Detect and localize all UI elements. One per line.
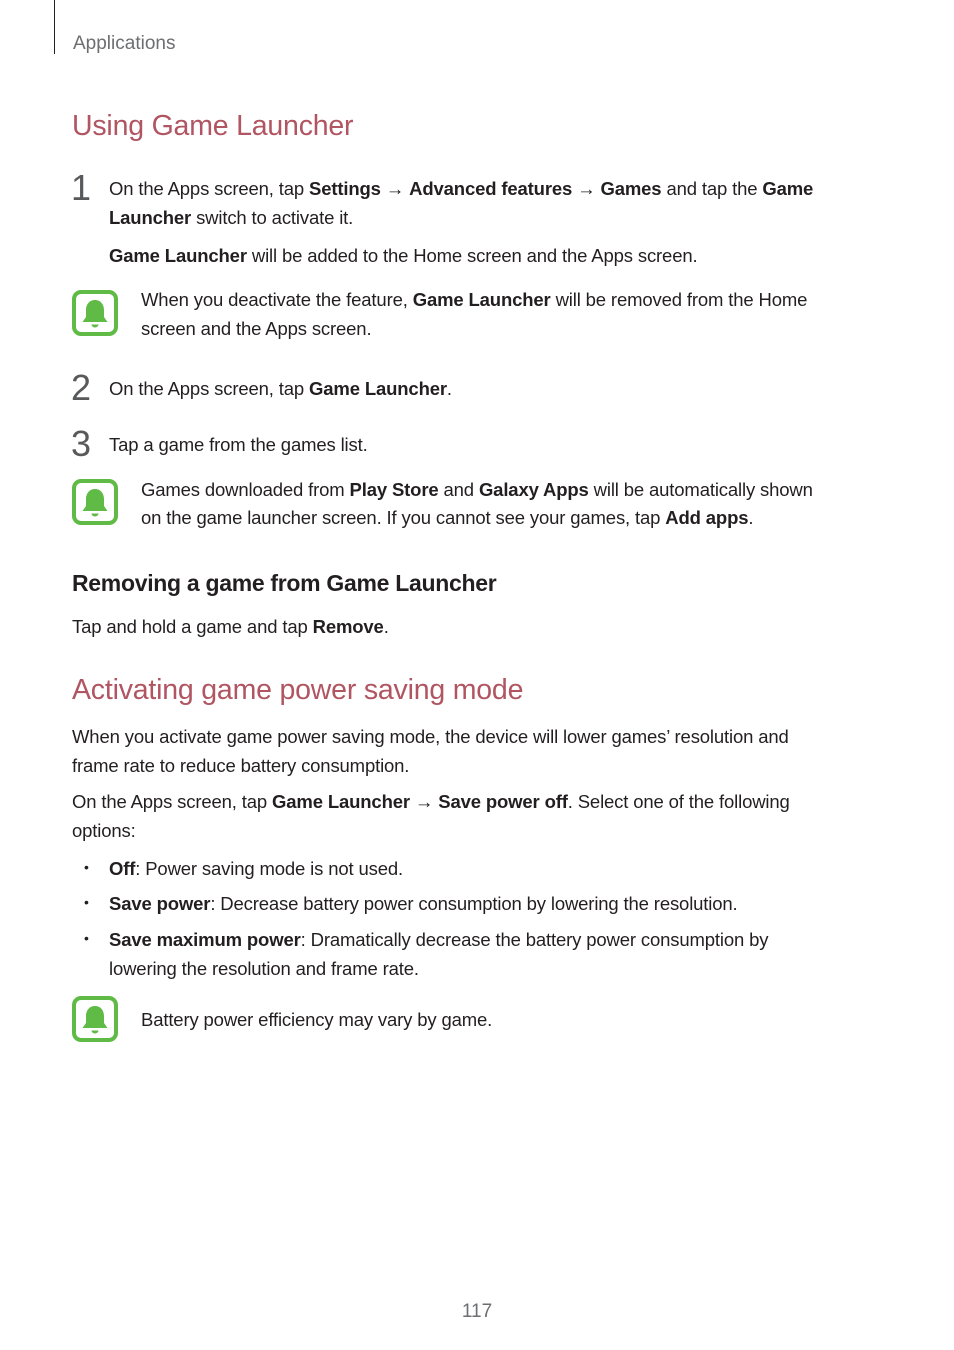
text-run: Battery power efficiency may vary by game. [141,1009,493,1030]
text-run: On the Apps screen, tap [109,378,310,399]
text-run: : Power saving mode is not used. [135,858,403,879]
bold-term: Game Launcher [309,378,447,399]
step1-line3 [109,241,697,270]
text-run: will be automatically shown [588,479,813,500]
text-run: . Select one of the following [567,791,790,812]
bell-note-icon [72,290,118,336]
bell-note-icon [72,996,118,1042]
text-run: . [748,507,754,528]
bullet-marker: • [84,930,89,946]
text-run: and [438,479,479,500]
text-run: : Decrease battery power consumption by lowering the resolution. [210,893,738,914]
bold-term: Save maximum power [109,929,301,950]
text-run: lowering the resolution and frame rate. [109,958,419,979]
text-run: Tap and hold a game and tap [72,616,313,637]
bullet-marker: • [84,859,89,875]
text-run: options: [72,820,136,841]
margin-rule [54,0,55,54]
bold-term: Off [109,858,136,879]
bold-term: Advanced features [409,178,573,199]
text-run: and tap the [661,178,763,199]
text-run: When you deactivate the feature, [141,289,413,310]
power-para2-line2 [72,816,136,845]
note1-line2 [141,314,371,343]
text-run: When you activate game power saving mode, the device will lower games’ resolution and [72,726,789,747]
step2-line1 [109,374,452,403]
text-run: On the Apps screen, tap [109,178,310,199]
text-run: switch to activate it. [191,207,354,228]
text-run: On the Apps screen, tap [72,791,273,812]
step3-line1 [109,430,368,459]
power-para1-line1 [72,722,789,751]
text-run: Games downloaded from [141,479,350,500]
bold-term: Game [762,178,814,199]
text-run: : Dramatically decrease the battery power consumption by [300,929,769,950]
bold-term: Save power off [438,791,568,812]
note1-line1 [141,285,807,314]
step1-line1 [109,174,813,203]
bold-term: Play Store [349,479,439,500]
page-number: 117 [461,1301,493,1322]
removing-line1 [72,612,389,641]
text-run: → [572,178,601,199]
bullet-save-power [109,889,738,918]
text-run: → [409,791,439,812]
text-run: → [380,178,410,199]
text-run: Tap a game from the games list. [109,434,368,455]
step-number-3: 3 [71,423,92,464]
step-number-1: 1 [71,167,92,208]
text-run: on the game launcher screen. If you cannot see your games, tap [141,507,666,528]
bold-term: Add apps [665,507,749,528]
bold-term: Game Launcher [412,289,551,310]
bold-term: Settings [309,178,381,199]
bullet-marker: • [84,894,89,910]
text-run: will be removed from the Home [550,289,808,310]
bold-term: Games [600,178,662,199]
subsection-title-removing: Removing a game from Game Launcher [72,570,497,596]
power-para2-line1 [72,787,790,816]
bold-term: Game Launcher [272,791,410,812]
power-para1-line2 [72,751,409,780]
text-run: will be added to the Home screen and the Apps screen. [246,245,698,266]
note3-line1 [141,1005,492,1034]
bold-term: Save power [109,893,211,914]
bold-term: Game Launcher [109,245,247,266]
section-title-using-game-launcher: Using Game Launcher [72,110,354,142]
text-run: frame rate to reduce battery consumption. [72,755,410,776]
note2-line2 [141,503,753,532]
text-run: . [446,378,452,399]
step1-line2 [109,203,353,232]
step-number-2: 2 [71,367,92,408]
bullet-off [109,854,403,883]
section-title-power-saving: Activating game power saving mode [72,674,524,706]
running-header: Applications [73,33,176,54]
bold-term: Remove [312,616,384,637]
bell-note-icon [72,479,118,525]
text-run: screen and the Apps screen. [141,318,372,339]
bold-term: Galaxy Apps [478,479,589,500]
bullet-save-maximum-power-line1 [109,925,768,954]
note2-line1 [141,475,813,504]
bold-term: Launcher [109,207,192,228]
text-run: . [383,616,389,637]
bullet-save-maximum-power-line2 [109,954,419,983]
